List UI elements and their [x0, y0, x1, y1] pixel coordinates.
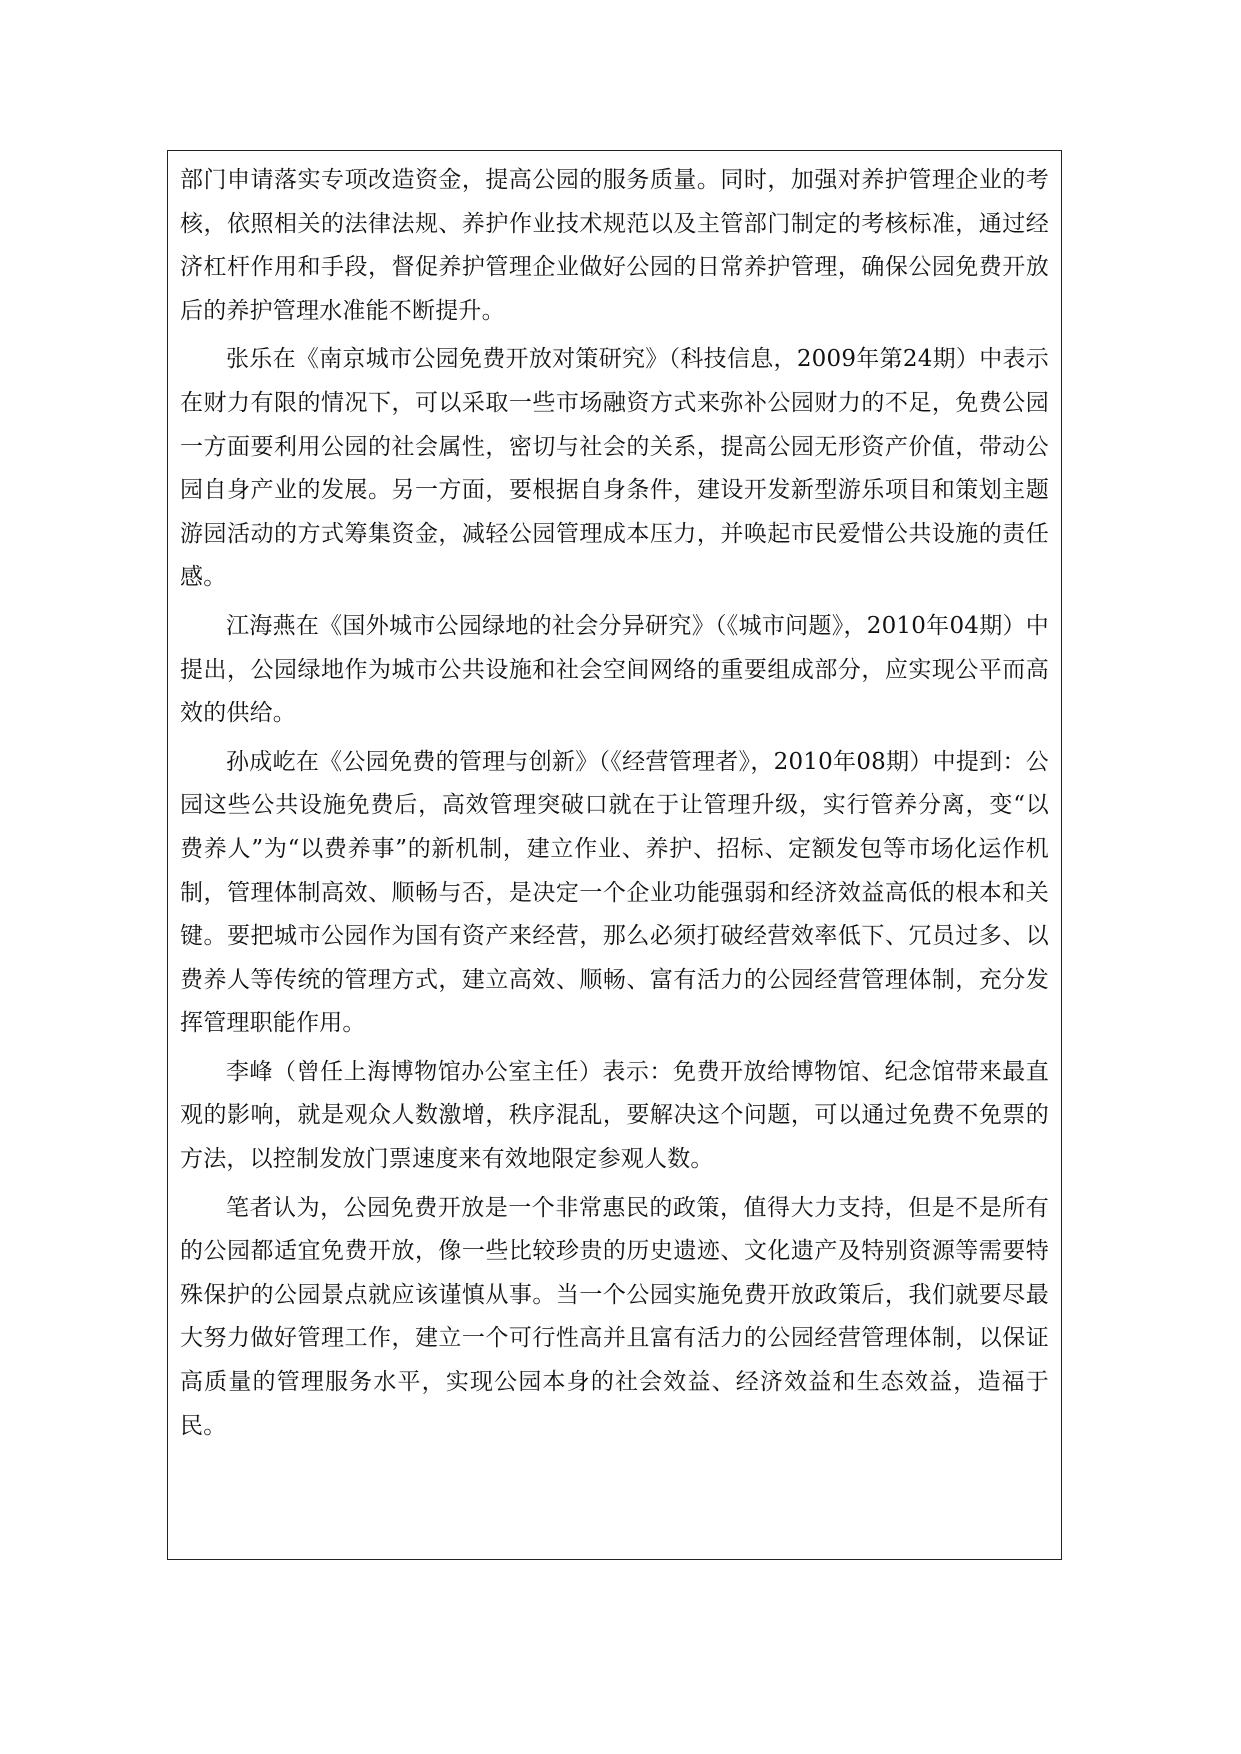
text-box-border: [167, 150, 1062, 1560]
paragraph-sun-chengyi: 孙成屹在《公园免费的管理与创新》（《经营管理者》，2010年08期）中提到：公园这些公共设施免费后，高效管理突破口就在于让管理升级，实行管养分离，变“以费养人”为“以费养事”的新机制，建立作业、养护、招标、定额发包等市场化运作机制，管理体制高效、顺畅与否，是决定一个企业功能强弱和经济效益高低的根本和关键。要把城市公园作为国有资产来经营，那么必须打破经营效率低下、冗员过多、以费养人等传统的管理方式，建立高效、顺畅、富有活力的公园经营管理体制，充分发挥管理职能作用。: [180, 748, 1049, 1037]
paragraph-continued: 部门申请落实专项改造资金，提高公园的服务质量。同时，加强对养护管理企业的考核，依照相关的法律法规、养护作业技术规范以及主管部门制定的考核标准，通过经济杠杆作用和手段，督促养护管理企业做好公园的日常养护管理，确保公园免费开放后的养护管理水准能不断提升。: [180, 167, 1049, 324]
paragraph-author-view: 笔者认为，公园免费开放是一个非常惠民的政策，值得大力支持，但是不是所有的公园都适宜免费开放，像一些比较珍贵的历史遗迹、文化遗产及特别资源等需要特殊保护的公园景点就应该谨慎从事。当一个公园实施免费开放政策后，我们就要尽最大努力做好管理工作，建立一个可行性高并且富有活力的公园经营管理体制，以保证高质量的管理服务水平，实现公园本身的社会效益、经济效益和生态效益，造福于民。: [180, 1194, 1049, 1439]
paragraph-li-feng: 李峰（曾任上海博物馆办公室主任）表示：免费开放给博物馆、纪念馆带来最直观的影响，就是观众人数激增，秩序混乱，要解决这个问题，可以通过免费不免票的方法，以控制发放门票速度来有效地限定参观人数。: [180, 1058, 1049, 1173]
paragraph-zhang-le: 张乐在《南京城市公园免费开放对策研究》（科技信息，2009年第24期）中表示 在财力有限的情况下，可以采取一些市场融资方式来弥补公园财力的不足，免费公园一方面要利用公园的社会属性，密切与社会的关系，提高公园无形资产价值，带动公园自身产业的发展。另一方面，要根据自身条件，建设开发新型游乐项目和策划主题游园活动的方式筹集资金，减轻公园管理成本压力，并唤起市民爱惜公共设施的责任感。: [180, 346, 1049, 591]
document-body: [180, 159, 1049, 1448]
paragraph-jiang-haiyan: 江海燕在《国外城市公园绿地的社会分异研究》（《城市问题》，2010年04期）中提出，公园绿地作为城市公共设施和社会空间网络的重要组成部分，应实现公平而高效的供给。: [180, 612, 1049, 727]
